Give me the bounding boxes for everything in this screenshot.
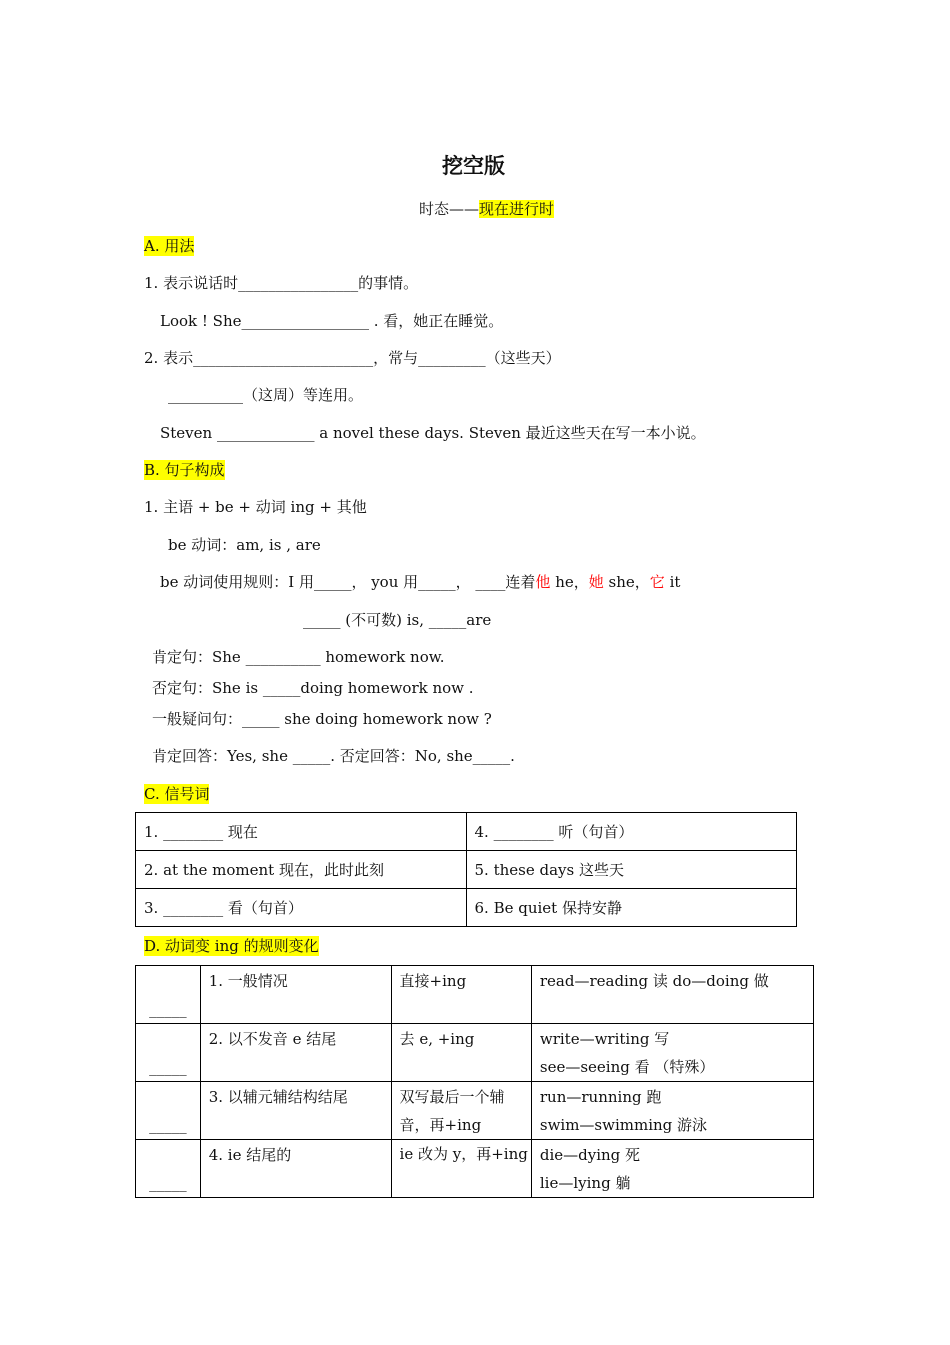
method-cell: ie 改为 y，再+ing [391, 1140, 531, 1198]
section-b-heading: B. 句子构成 [144, 461, 225, 479]
example-cell [531, 1140, 813, 1198]
example-line: run—running 跑 [539, 1088, 662, 1106]
example-cell [531, 1082, 813, 1140]
example-cell [531, 1024, 813, 1082]
table-cell: 1. ________ 现在 [136, 813, 467, 851]
table-cell: 6. Be quiet 保持安静 [466, 889, 797, 927]
method-cell: 直接+ing [391, 966, 531, 1024]
rule-cell: 1. 一般情况 [200, 966, 391, 1024]
table-cell: 2. at the moment 现在，此时此刻 [136, 851, 467, 889]
rule-she-cn: 她 [588, 573, 604, 591]
section-c-heading: C. 信号词 [144, 785, 210, 803]
example-line: swim—swimming 游泳 [539, 1116, 708, 1134]
example-line: die—dying 死 [539, 1146, 641, 1164]
section-a-line-2: Look ! She_________________ . 看，她正在睡觉。 [160, 312, 504, 330]
section-d-heading: D. 动词变 ing 的规则变化 [144, 937, 319, 955]
section-a-line-1: 1. 表示说话时________________的事情。 [144, 274, 419, 292]
rule-cell: 2. 以不发音 e 结尾 [200, 1024, 391, 1082]
question-sentence: 一般疑问句：_____ she doing homework now ? [152, 710, 492, 728]
blank-cell: _____ [136, 966, 201, 1024]
table-row [136, 1140, 814, 1198]
blank-cell: _____ [136, 1082, 201, 1140]
negative-sentence: 否定句：She is _____doing homework now . [152, 679, 474, 697]
table-row [136, 1082, 814, 1140]
table-row [136, 889, 797, 927]
subtitle-prefix: 时态—— [419, 200, 480, 218]
table-cell: 3. ________ 看（句首） [136, 889, 467, 927]
table-row [136, 966, 814, 1024]
answer-sentence: 肯定回答：Yes, she _____. 否定回答：No, she_____. [152, 747, 515, 765]
rule-cell: 4. ie 结尾的 [200, 1140, 391, 1198]
section-a-line-5: Steven _____________ a novel these days. Steven 最近这些天在写一本小说。 [160, 424, 706, 442]
page-title: 挖空版 [442, 154, 505, 178]
rule-she-en: she， [603, 573, 650, 591]
example-cell [531, 966, 813, 1024]
table-row [136, 851, 797, 889]
blank-cell: _____ [136, 1024, 201, 1082]
rule-he-cn: 他 [535, 573, 551, 591]
rule-text: be 动词使用规则：I 用_____， you 用_____， ____连着 [160, 573, 536, 591]
example-line: see—seeing 看 （特殊） [539, 1058, 715, 1076]
section-b-line-4: _____ (不可数) is, _____are [303, 611, 492, 629]
rule-cell: 3. 以辅元辅结构结尾 [200, 1082, 391, 1140]
method-cell: 去 e, +ing [391, 1024, 531, 1082]
example-line: write—writing 写 [539, 1030, 670, 1048]
section-a-heading: A. 用法 [144, 237, 195, 255]
ing-rules-table [135, 965, 814, 1198]
section-a-line-3: 2. 表示________________________，常与_________（这些天） [144, 349, 561, 367]
subtitle-highlight: 现在进行时 [479, 200, 555, 218]
method-cell: 双写最后一个辅音，再+ing [391, 1082, 531, 1140]
affirmative-sentence: 肯定句：She __________ homework now. [152, 648, 445, 666]
section-b-line-1: 1. 主语 + be + 动词 ing + 其他 [144, 498, 367, 516]
table-row [136, 1024, 814, 1082]
table-row [136, 813, 797, 851]
subtitle [419, 199, 554, 219]
rule-it-cn: 它 [649, 573, 665, 591]
table-cell: 4. ________ 听（句首） [466, 813, 797, 851]
example-line: read—reading 读 do—doing 做 [539, 972, 769, 990]
blank-cell: _____ [136, 1140, 201, 1198]
be-usage-rule [160, 572, 680, 592]
signal-words-table [135, 812, 797, 927]
section-b-line-2: be 动词：am, is , are [168, 536, 321, 554]
rule-he-en: he， [550, 573, 589, 591]
section-a-line-4: __________（这周）等连用。 [168, 386, 364, 404]
table-cell: 5. these days 这些天 [466, 851, 797, 889]
example-line: lie—lying 躺 [539, 1174, 631, 1192]
rule-it-en: it [664, 573, 681, 591]
